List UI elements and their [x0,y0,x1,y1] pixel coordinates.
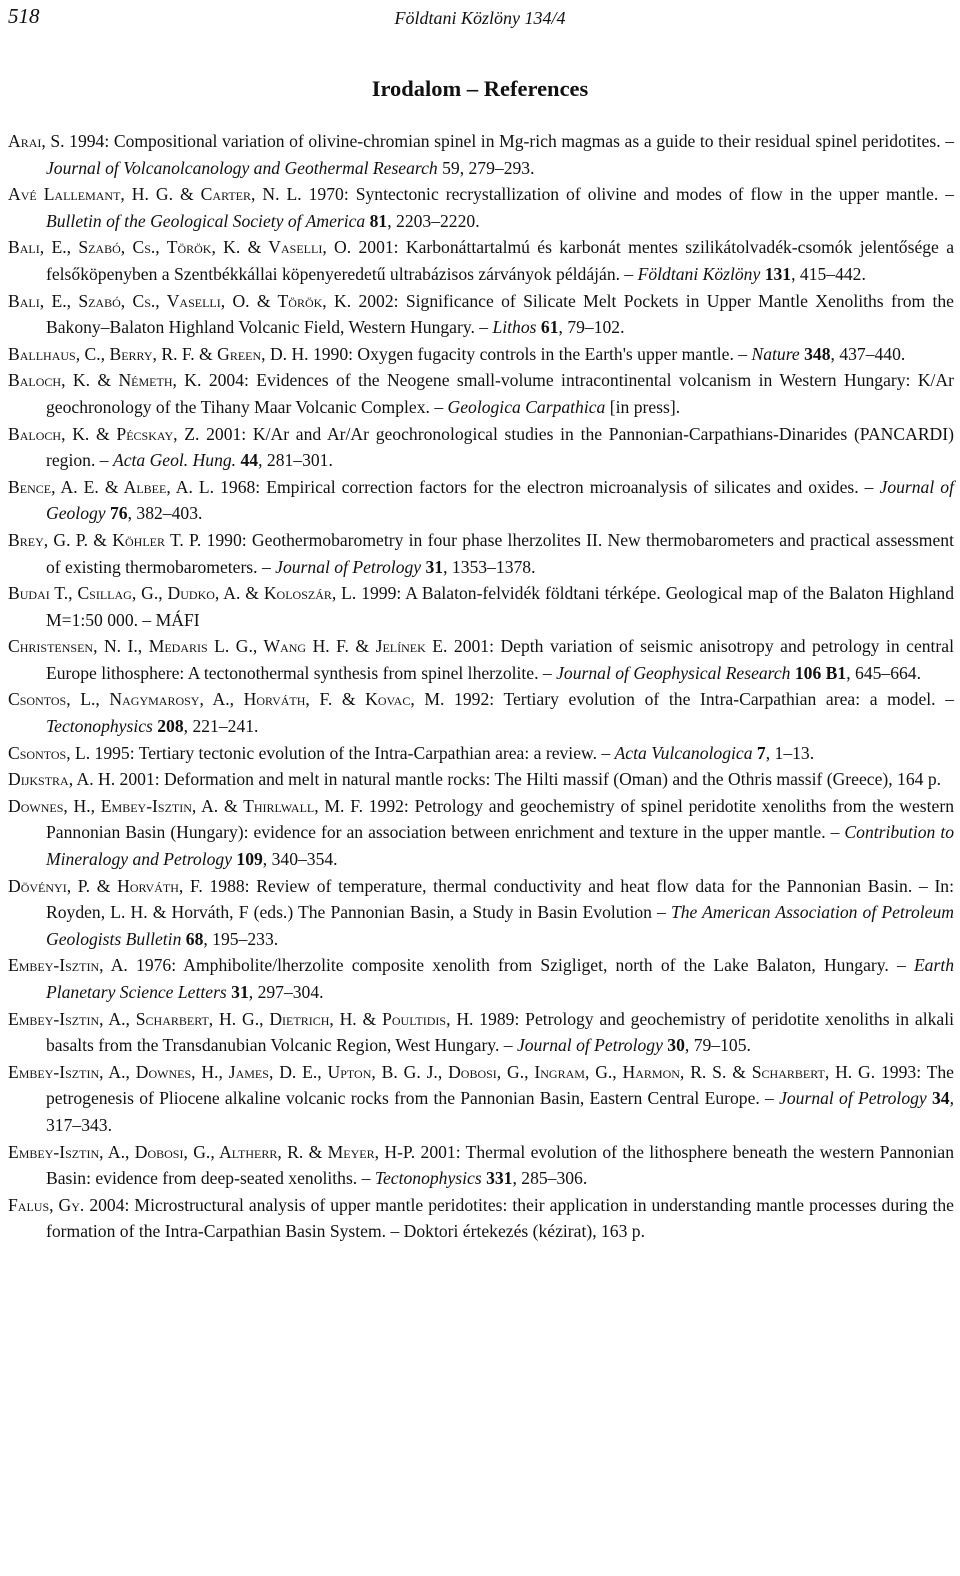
reference-authors: Bence, A. E. & Albee, A. L. [8,476,215,497]
reference-volume: 34 [926,1088,950,1109]
reference-authors: Csontos, L. [8,742,91,763]
reference-pages: , 2203–2220. [387,210,480,231]
reference-text: 2004: Evidences of the Neogene small-volume intracontinental volcanism in Western Hungary: K/Ar geochronology of the Tihany Maar Volcanic Complex. – [46,370,954,417]
reference-journal: Acta Geol. Hung. [112,450,237,471]
reference-pages: , 79–102. [558,317,625,338]
reference-journal: Journal of Petrology [516,1035,663,1056]
reference-pages: , 79–105. [684,1035,751,1056]
reference-entry [8,952,954,1005]
reference-pages: , 437–440. [830,343,906,364]
reference-volume: 208 [152,716,184,737]
reference-authors: Arai, S. [8,131,65,151]
reference-text: 1990: Geothermobarometry in four phase lherzolites II. New thermobarometers and practical assessment of existing thermobarometers. – [46,529,954,577]
reference-text: 1993: The petrogenesis of Pliocene alkaline volcanic rocks from the Pannonian Basin, Eastern Central Europe. – [46,1061,954,1109]
reference-entry [8,793,954,873]
reference-text: 1994: Compositional variation of olivine-chromian spinel in Mg-rich magmas as a guide to their residual spinel peridotites. – [64,131,954,151]
reference-volume: 7 [752,742,766,763]
reference-entry [8,580,954,633]
reference-journal: Földtani Közlöny [637,263,761,284]
reference-entry [8,234,954,287]
reference-entry [8,1192,954,1245]
reference-list [8,128,954,1245]
reference-authors: Embey-Isztin, A., Downes, H., James, D. E., Upton, B. G. J., Dobosi, G., Ingram, G., Harmon, R. S. & Scharbert, H. G. [8,1061,876,1082]
reference-text: 1968: Empirical correction factors for the electron microanalysis of silicates and oxides. – [214,476,880,497]
reference-text: 2004: Microstructural analysis of upper mantle peridotites: their application in understanding mantle processes during the formation of the Intra-Carpathian Basin System. – Doktori értekezés (kézirat), 163 p. [46,1194,954,1242]
reference-volume: 44 [236,450,259,471]
reference-volume: 348 [799,343,831,364]
reference-authors: Bali, E., Szabó, Cs., Török, K. & Vaselli, O. [8,237,352,258]
reference-volume: 131 [760,263,792,284]
reference-journal: Lithos [492,317,537,338]
reference-authors: Embey-Isztin, A., Scharbert, H. G., Dietrich, H. & Poultidis, H. [8,1008,474,1029]
reference-journal: The American Association of Petroleum Geologists Bulletin [46,902,954,949]
reference-journal: Nature [751,343,800,364]
reference-entry [8,686,954,739]
reference-entry [8,740,954,767]
reference-entry [8,288,954,341]
reference-volume: 81 [365,210,388,231]
reference-journal: Earth Planetary Science Letters [46,955,955,1002]
reference-pages: , 221–241. [183,716,259,737]
reference-entry [8,873,954,953]
reference-authors: Embey-Isztin, A. [8,955,128,976]
reference-entry [8,341,954,368]
reference-journal: Journal of Petrology [275,556,422,577]
reference-entry [8,1139,954,1192]
reference-entry [8,766,954,793]
reference-entry [8,367,954,420]
reference-pages: , 297–304. [248,982,324,1002]
reference-authors: Ballhaus, C., Berry, R. F. & Green, D. H. [8,343,309,364]
reference-volume: 331 [481,1168,513,1189]
reference-pages: , 415–442. [791,263,866,284]
reference-pages: , 1–13. [765,742,815,763]
reference-volume: 31 [421,556,444,577]
reference-text: 2001: Karbonáttartalmú és karbonát mentes szilikátolvadék-csomók jelentősége a felsőköpenyben a Szentbékkállai köpenyeredetű ultrabázisos zárványok példáján. – [46,237,954,284]
reference-authors: Christensen, N. I., Medaris L. G., Wang H. F. & Jelínek E. [8,636,448,657]
reference-journal: Journal of Volcanolcanology and Geothermal Research [46,157,438,178]
reference-text: 1990: Oxygen fugacity controls in the Earth's upper mantle. – [308,343,752,364]
reference-volume: 68 [181,928,204,949]
reference-volume: 109 [232,849,263,870]
reference-entry [8,128,954,181]
reference-text: 2001: Thermal evolution of the lithosphere beneath the western Pannonian Basin: evidence from deep-seated xenoliths. – [46,1141,955,1189]
running-header-journal: Földtani Közlöny 134/4 [394,8,566,28]
reference-text: 2001: Deformation and melt in natural mantle rocks: The Hilti massif (Oman) and the Othris massif (Greece), 164 p. [115,769,942,790]
reference-authors: Baloch, K. & Németh, K. [8,370,202,391]
reference-pages: , 285–306. [512,1168,588,1189]
reference-pages: 59, 279–293. [437,157,535,178]
reference-entry [8,1059,954,1139]
reference-text: 1989: Petrology and geochemistry of peridotite xenoliths in alkali basalts from the Transdanubian Volcanic Region, West Hungary. – [46,1008,954,1056]
reference-entry [8,474,954,527]
reference-authors: Budai T., Csillag, G., Dudko, A. & Koloszár, L. [8,583,357,604]
reference-pages: , 1353–1378. [443,556,536,577]
reference-authors: Falus, Gy. [8,1194,85,1215]
reference-authors: Dövényi, P. & Horváth, F. [8,875,203,896]
reference-volume: 61 [536,317,559,338]
reference-entry [8,633,954,686]
reference-pages: , 281–301. [258,450,333,471]
reference-text: 1999: A Balaton-felvidék földtani térképe. Geological map of the Balaton Highland M=1:50 000. – MÁFI [46,583,954,630]
reference-pages: , 317–343. [46,1088,954,1135]
reference-journal: Geologica Carpathica [447,396,606,417]
reference-journal: Tectonophysics [374,1168,482,1189]
page-number: 518 [8,4,40,28]
reference-journal: Journal of Petrology [779,1088,927,1109]
reference-journal: Contribution to Mineralogy and Petrology [46,822,955,870]
section-title: Irodalom – References [371,76,589,101]
reference-text: 1976: Amphibolite/lherzolite composite xenolith from Szigliget, north of the Lake Balaton, Hungary. – [127,955,914,976]
reference-journal: Journal of Geophysical Research [556,662,791,683]
reference-authors: Bali, E., Szabó, Cs., Vaselli, O. & Török, K. [8,290,352,311]
reference-volume: 30 [662,1035,685,1056]
reference-entry [8,527,954,580]
reference-pages: , 382–403. [127,503,203,524]
reference-authors: Embey-Isztin, A., Dobosi, G., Altherr, R. & Meyer, H-P. [8,1141,416,1162]
reference-volume: 76 [105,503,128,524]
reference-volume: 106 B1 [790,662,847,683]
reference-authors: Dijkstra, A. H. [8,769,116,790]
reference-text: 1992: Tertiary evolution of the Intra-Carpathian area: a model. – [444,689,954,710]
reference-authors: Baloch, K. & Pécskay, Z. [8,423,200,444]
reference-authors: Downes, H., Embey-Isztin, A. & Thirlwall, M. F. [8,795,363,816]
reference-pages: [in press]. [605,396,681,417]
reference-text: 2001: Depth variation of seismic anisotropy and petrology in central Europe lithosphere: A tectonothermal synthesis from spinel lherzolite. – [46,636,954,683]
reference-pages: , 195–233. [203,928,279,949]
reference-text: 2001: K/Ar and Ar/Ar geochronological studies in the Pannonian-Carpathians-Dinarides (PANCARDI) region. – [46,423,954,471]
reference-journal: Journal of Geology [46,476,954,524]
reference-text: 1995: Tertiary tectonic evolution of the Intra-Carpathian area: a review. – [90,742,615,763]
reference-volume: 31 [226,982,249,1002]
reference-entry [8,181,954,234]
page-header [8,4,952,38]
reference-authors: Csontos, L., Nagymarosy, A., Horváth, F. & Kovac, M. [8,689,445,710]
reference-entry [8,1006,954,1059]
reference-journal: Bulletin of the Geological Society of America [46,210,366,231]
reference-text: 2002: Significance of Silicate Melt Pockets in Upper Mantle Xenoliths from the Bakony–Balaton Highland Volcanic Field, Western Hungary. – [46,290,954,338]
reference-journal: Acta Vulcanologica [614,742,753,763]
reference-authors: Brey, G. P. & Köhler T. P. [8,529,202,550]
reference-text: 1992: Petrology and geochemistry of spinel peridotite xenoliths from the western Pannonian Basin (Hungary): evidence for an association between enrichment and texture in the upper mantle. – [46,795,954,843]
reference-entry [8,421,954,474]
reference-authors: Avé Lallemant, H. G. & Carter, N. L. [8,184,302,205]
reference-journal: Tectonophysics [46,716,153,737]
reference-pages: , 340–354. [262,849,338,870]
reference-pages: , 645–664. [846,662,921,683]
reference-text: 1970: Syntectonic recrystallization of olivine and modes of flow in the upper mantle. – [301,184,954,205]
reference-text: 1988: Review of temperature, thermal conductivity and heat flow data for the Pannonian Basin. – In: Royden, L. H. & Horváth, F (eds.) The Pannonian Basin, a Study in Basin Evolution – [46,875,954,923]
